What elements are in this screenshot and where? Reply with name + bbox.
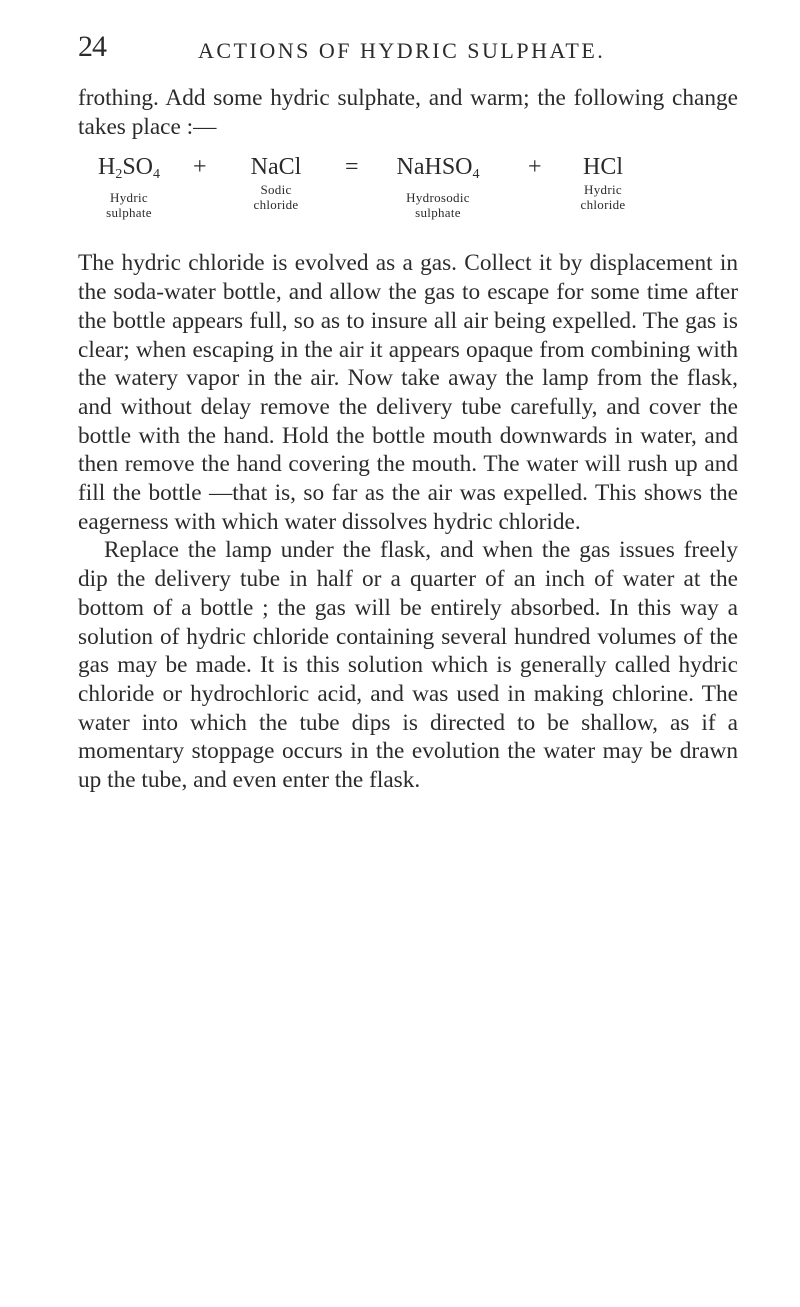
compound-name: Sodic <box>260 182 292 198</box>
paragraph: Replace the lamp under the flask, and when the gas issues freely dip the delivery tube in half or a quarter of an inch of water at the bottom of a bottle ; the gas will be entirely absorbed. In this way a solution of hydric chloride containing several hundred volumes of the gas may be made. It is this solution which is generally called hydric chloride or hydrochloric acid, and was used in making chlorine. The water into which the tube dips is directed to be shallow, as if a momentary stoppage occurs in the evolution the water may be drawn up the tube, and even enter the flask. <box>78 537 738 794</box>
plus-operator: + <box>528 154 542 181</box>
compound-name: Hydrosodic <box>406 190 470 206</box>
running-head: ACTIONS OF HYDRIC SULPHATE. <box>198 38 606 63</box>
formula: NaHSO$_4$ <box>396 154 480 183</box>
body-text <box>78 84 738 795</box>
equation-term-hydric-chloride <box>558 153 648 212</box>
compound-name: sulphate <box>106 205 152 221</box>
plus-operator: + <box>193 154 207 181</box>
compound-name: sulphate <box>415 205 461 221</box>
chemical-equation <box>78 153 738 249</box>
equation-term-sodic-chloride <box>230 153 322 212</box>
paragraph: The hydric chloride is evolved as a gas. Collect it by displacement in the soda-water bottle, and allow the gas to escape for some time after the bottle appears full, so as to insure all air being expelled. The gas is clear; when escaping in the air it appears opaque from combining with the watery vapor in the air. Now take away the lamp from the flask, and without delay remove the delivery tube carefully, and cover the bottle with the hand. Hold the bottle mouth downwards in water, and then remove the hand covering the mouth. The water will rush up and fill the bottle —that is, so far as the air was expelled. This shows the eagerness with which water dissolves hydric chloride. <box>78 250 738 535</box>
compound-name: Hydric <box>584 182 622 198</box>
compound-name: chloride <box>580 197 626 213</box>
equals-operator: = <box>345 154 359 181</box>
compound-name: chloride <box>253 197 299 213</box>
formula: HCl <box>582 154 623 181</box>
compound-name: Hydric <box>110 190 148 206</box>
formula: $H_2SO_4$ <box>97 154 161 183</box>
equation-term-hydrosodic-sulphate <box>380 153 496 220</box>
page-number: 24 <box>78 30 106 63</box>
intro-paragraph: frothing. Add some hydric sulphate, and warm; the following change takes place :— <box>78 85 738 140</box>
equation-term-hydric-sulphate <box>86 153 172 220</box>
formula: NaCl <box>250 154 302 181</box>
page-header <box>78 30 738 70</box>
